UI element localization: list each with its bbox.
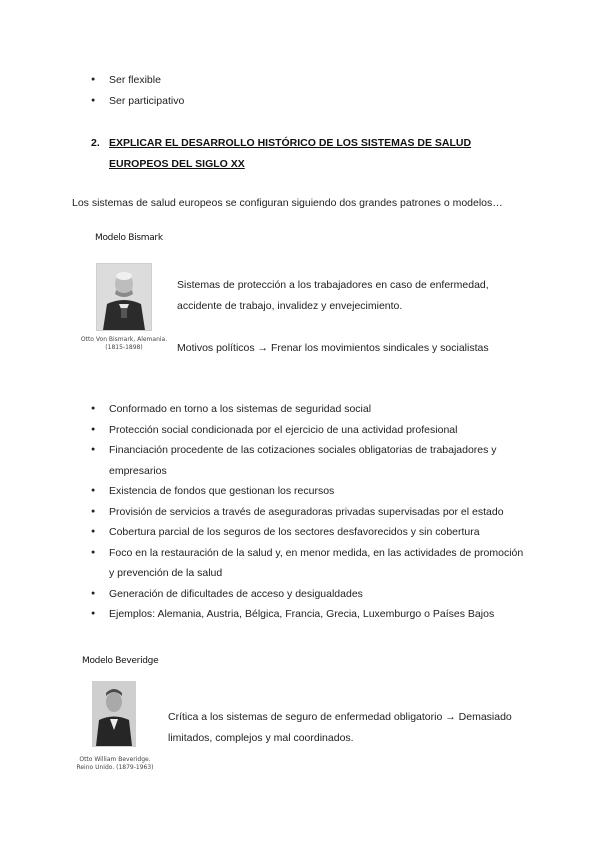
portrait-illustration: [93, 682, 135, 746]
list-item: ● Ser participativo: [91, 91, 531, 112]
caption-line: Reino Unido. (1879-1963): [76, 764, 154, 771]
list-item: ● Cobertura parcial de los seguros de los sectores desfavorecidos y sin cobertura: [91, 522, 531, 543]
beveridge-description: Crítica a los sistemas de seguro de enfermedad obligatorio → Demasiado limitados, complejos y mal coordinados.: [168, 711, 512, 744]
bismarck-portrait-image: [96, 263, 152, 331]
bismarck-features-list: [91, 399, 531, 625]
section-heading: [91, 133, 531, 175]
list-item: ● Protección social condicionada por el ejercicio de una actividad profesional: [91, 420, 531, 441]
bismarck-motive: Motivos políticos → Frenar los movimientos sindicales y socialistas: [177, 342, 489, 354]
list-item: ● Ejemplos: Alemania, Austria, Bélgica, Francia, Grecia, Luxemburgo o Países Bajos: [91, 604, 531, 625]
portrait-illustration: [97, 264, 151, 330]
section-title: EXPLICAR EL DESARROLLO HISTÓRICO DE LOS SISTEMAS DE SALUD EUROPEOS DEL SIGLO XX: [109, 137, 472, 170]
list-item: ● Financiación procedente de las cotizaciones sociales obligatorias de trabajadores y empresarios: [91, 440, 531, 481]
caption-line: Otto Von Bismark, Alemania.: [80, 336, 168, 343]
intro-paragraph: Los sistemas de salud europeos se configuran siguiendo dos grandes patrones o modelos…: [72, 197, 503, 209]
beveridge-model-title: Modelo Beveridge: [82, 656, 159, 666]
beveridge-caption: [76, 756, 154, 772]
beveridge-portrait-image: [92, 681, 136, 747]
section-number: 2.: [91, 137, 100, 149]
bismarck-description: Sistemas de protección a los trabajadores en caso de enfermedad, accidente de trabajo, invalidez y envejecimiento.: [177, 279, 489, 312]
caption-line: Otto William Beveridge.: [79, 756, 151, 763]
list-item: ● Existencia de fondos que gestionan los recursos: [91, 481, 531, 502]
list-item: ● Ser flexible: [91, 70, 531, 91]
bismarck-caption: [80, 336, 168, 352]
top-bullet-list: [91, 70, 531, 111]
caption-line: (1815-1898): [105, 344, 143, 351]
bismarck-model-title: Modelo Bismark: [95, 233, 163, 243]
list-item: ● Generación de dificultades de acceso y desigualdades: [91, 584, 531, 605]
list-item: ● Provisión de servicios a través de aseguradoras privadas supervisadas por el estado: [91, 502, 531, 523]
list-item: ● Conformado en torno a los sistemas de seguridad social: [91, 399, 531, 420]
list-item: ● Foco en la restauración de la salud y, en menor medida, en las actividades de promoción y prevención de la salud: [91, 543, 531, 584]
